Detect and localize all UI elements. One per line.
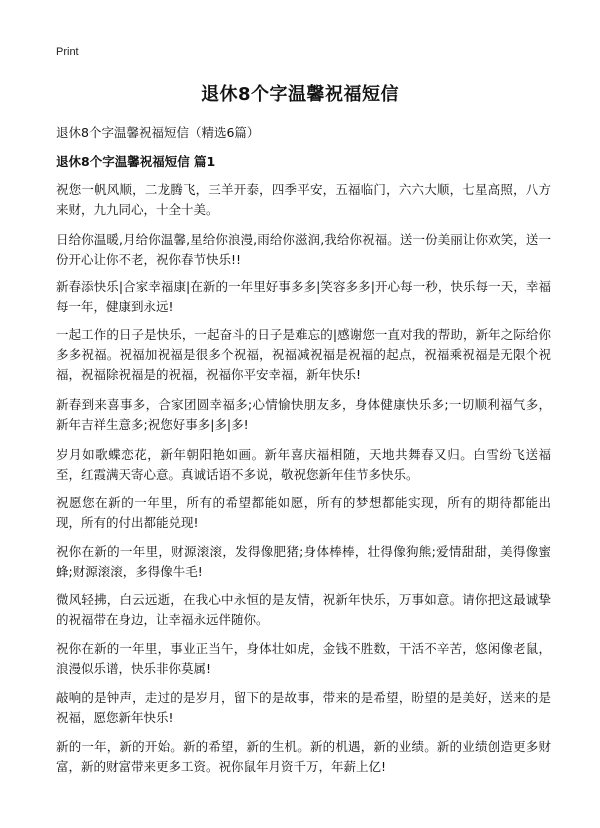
- paragraph-2: 日给你温暖,月给你温馨,星给你浪漫,雨给你滋润,我给你祝福。送一份美丽让你欢笑，送一份开心让你不老，祝你春节快乐!!: [56, 232, 551, 267]
- section-heading: 退休8个字温馨祝福短信 篇1: [56, 154, 216, 169]
- paragraph-12: 新的一年，新的开始。新的希望，新的生机。新的机遇，新的业绩。新的业绩创造更多财富，新的财富带来更多工资。祝你鼠年月资千万，年薪上亿!: [56, 739, 551, 774]
- paragraph-1: 祝您一帆风顺，二龙腾飞，三羊开泰，四季平安，五福临门，六六大顺，七星高照，八方来财，九九同心，十全十美。: [56, 182, 551, 217]
- paragraph-5: 新春到来喜事多，合家团圆幸福多;心情愉快朋友多，身体健康快乐多;一切顺利福气多，新年吉祥生意多;祝您好事多|多|多!: [56, 397, 551, 432]
- document-subtitle: 退休8个字温馨祝福短信（精选6篇）: [56, 125, 260, 140]
- paragraph-4: 一起工作的日子是快乐，一起奋斗的日子是难忘的|感谢您一直对我的帮助，新年之际给你多多祝福。祝福加祝福是很多个祝福，祝福减祝福是祝福的起点，祝福乘祝福是无限个祝福，祝福除祝福是的祝福，祝福你平安幸福，新年快乐!: [56, 327, 551, 382]
- paragraph-9: 微风轻拂，白云远逝，在我心中永恒的是友情，祝新年快乐，万事如意。请你把这最诚挚的祝福带在身边，让幸福永远伴随你。: [56, 592, 551, 627]
- document-title: 退休8个字温馨祝福短信: [200, 84, 400, 105]
- paragraph-6: 岁月如歌蝶恋花，新年朝阳艳如画。新年喜庆福相随，天地共舞春又归。白雪纷飞送福至，红霞满天寄心意。真诚话语不多说，敬祝您新年佳节多快乐。: [56, 447, 551, 482]
- paragraph-7: 祝愿您在新的一年里，所有的希望都能如愿，所有的梦想都能实现，所有的期待都能出现，所有的付出都能兑现!: [56, 495, 551, 530]
- paragraph-11: 敲响的是钟声，走过的是岁月，留下的是故事，带来的是希望，盼望的是美好，送来的是祝福，愿您新年快乐!: [56, 690, 551, 725]
- paragraph-8: 祝你在新的一年里，财源滚滚，发得像肥猪;身体棒棒，壮得像狗熊;爱情甜甜，美得像蜜蜂;财源滚滚，多得像牛毛!: [56, 544, 551, 579]
- paragraph-10: 祝你在新的一年里，事业正当午，身体壮如虎，金钱不胜数，干活不辛苦，悠闲像老鼠，浪漫似乐谱，快乐非你莫属!: [56, 641, 551, 676]
- print-label[interactable]: Print: [56, 46, 79, 58]
- paragraph-3: 新春添快乐|合家幸福康|在新的一年里好事多多|笑容多多|开心每一秒，快乐每一天，幸福每一年，健康到永远!: [56, 279, 551, 314]
